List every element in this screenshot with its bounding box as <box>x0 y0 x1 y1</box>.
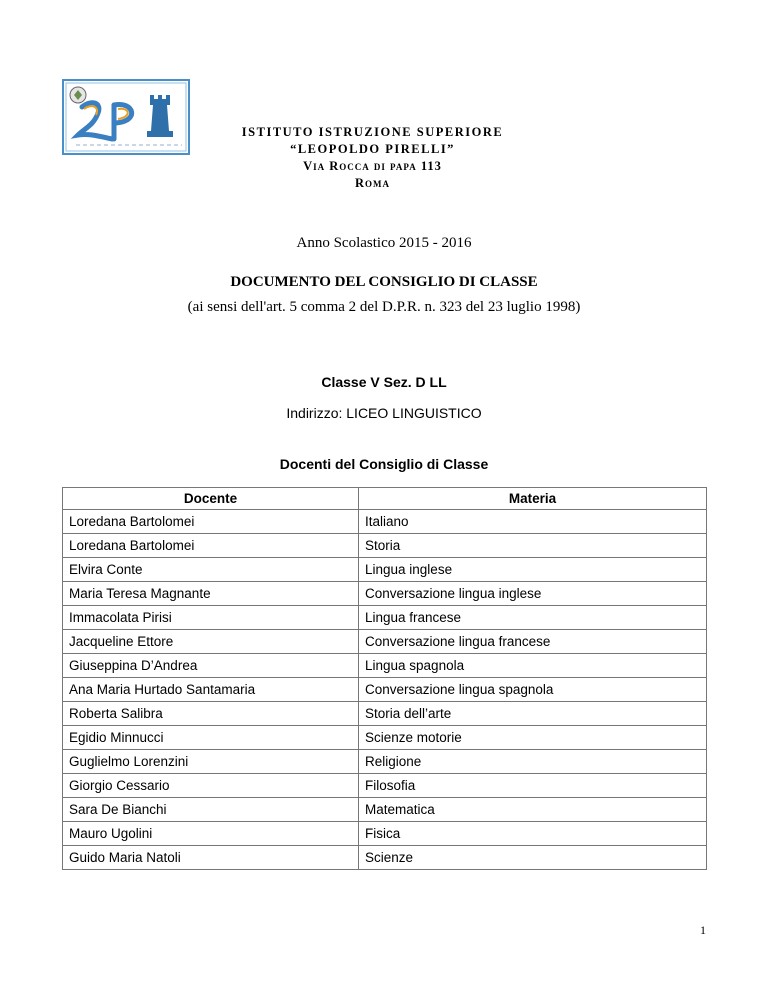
table-row <box>63 822 707 846</box>
table-row <box>63 798 707 822</box>
subject-cell: Italiano <box>359 510 707 534</box>
table-row <box>63 750 707 774</box>
subject-cell: Storia <box>359 534 707 558</box>
subject-cell: Conversazione lingua inglese <box>359 582 707 606</box>
track-label: Indirizzo: LICEO LINGUISTICO <box>286 405 482 421</box>
teacher-cell: Mauro Ugolini <box>63 822 359 846</box>
table-row <box>63 510 707 534</box>
subject-cell: Lingua francese <box>359 606 707 630</box>
teachers-table <box>62 487 707 870</box>
subject-cell: Filosofia <box>359 774 707 798</box>
column-header-docente: Docente <box>63 488 359 510</box>
teacher-cell: Guglielmo Lorenzini <box>63 750 359 774</box>
institute-city: Roma <box>354 176 391 190</box>
teacher-cell: Loredana Bartolomei <box>63 510 359 534</box>
page-number: 1 <box>700 923 706 937</box>
document-reference: (ai sensi dell'art. 5 comma 2 del D.P.R. n. 323 del 23 luglio 1998) <box>187 299 581 315</box>
school-logo-icon <box>62 79 190 155</box>
table-row <box>63 582 707 606</box>
subject-cell: Lingua spagnola <box>359 654 707 678</box>
subject-cell: Lingua inglese <box>359 558 707 582</box>
institute-name: ISTITUTO ISTRUZIONE SUPERIORE <box>241 125 504 139</box>
table-row <box>63 702 707 726</box>
teacher-cell: Egidio Minnucci <box>63 726 359 750</box>
document-title: DOCUMENTO DEL CONSIGLIO DI CLASSE <box>230 274 538 290</box>
teacher-cell: Loredana Bartolomei <box>63 534 359 558</box>
subject-cell: Conversazione lingua francese <box>359 630 707 654</box>
table-row <box>63 654 707 678</box>
teacher-cell: Jacqueline Ettore <box>63 630 359 654</box>
table-row <box>63 678 707 702</box>
subject-cell: Religione <box>359 750 707 774</box>
table-row <box>63 534 707 558</box>
teacher-cell: Guido Maria Natoli <box>63 846 359 870</box>
teacher-cell: Immacolata Pirisi <box>63 606 359 630</box>
table-header-row <box>63 488 707 510</box>
institute-subtitle: “LEOPOLDO PIRELLI” <box>290 142 455 156</box>
table-row <box>63 630 707 654</box>
institute-address: Via Rocca di papa 113 <box>303 159 442 173</box>
teacher-cell: Giorgio Cessario <box>63 774 359 798</box>
school-year: Anno Scolastico 2015 - 2016 <box>296 235 472 251</box>
teacher-cell: Maria Teresa Magnante <box>63 582 359 606</box>
subject-cell: Fisica <box>359 822 707 846</box>
table-row <box>63 846 707 870</box>
subject-cell: Scienze <box>359 846 707 870</box>
table-row <box>63 774 707 798</box>
class-label: Classe V Sez. D LL <box>321 374 447 390</box>
teacher-cell: Giuseppina D’Andrea <box>63 654 359 678</box>
table-row <box>63 606 707 630</box>
table-row <box>63 558 707 582</box>
teacher-cell: Sara De Bianchi <box>63 798 359 822</box>
teacher-cell: Ana Maria Hurtado Santamaria <box>63 678 359 702</box>
subject-cell: Matematica <box>359 798 707 822</box>
table-row <box>63 726 707 750</box>
column-header-materia: Materia <box>359 488 707 510</box>
subject-cell: Scienze motorie <box>359 726 707 750</box>
teacher-cell: Roberta Salibra <box>63 702 359 726</box>
teacher-cell: Elvira Conte <box>63 558 359 582</box>
subject-cell: Conversazione lingua spagnola <box>359 678 707 702</box>
table-title: Docenti del Consiglio di Classe <box>279 456 489 472</box>
subject-cell: Storia dell’arte <box>359 702 707 726</box>
